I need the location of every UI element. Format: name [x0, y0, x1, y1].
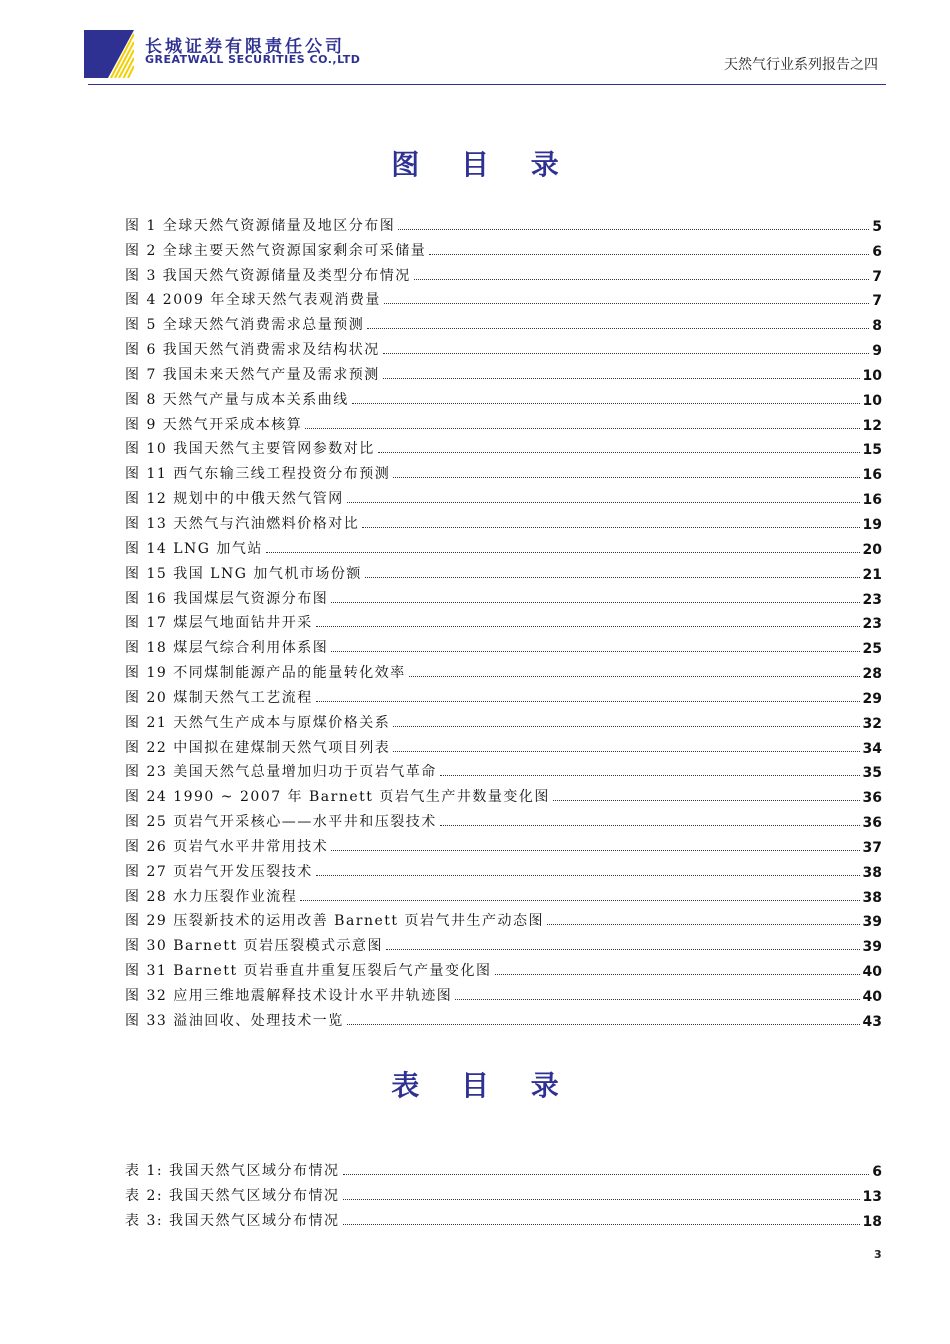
dot-leader: [383, 353, 869, 354]
figure-toc-entry[interactable]: [125, 632, 882, 657]
figure-toc-entry-page-number: 10: [862, 392, 882, 409]
table-toc-entry-label: 表 3: 我国天然气区域分布情况: [125, 1212, 340, 1229]
figure-toc-entry-page-number: 40: [862, 964, 882, 981]
figure-toc-entry[interactable]: [125, 1005, 882, 1030]
figure-toc-entry[interactable]: [125, 558, 882, 583]
dot-leader: [393, 751, 859, 752]
dot-leader: [429, 254, 869, 255]
figure-toc-entry-page-number: 39: [862, 914, 882, 931]
table-toc-entry-label: 表 1: 我国天然气区域分布情况: [125, 1162, 340, 1179]
figure-toc-entry-page-number: 36: [862, 815, 882, 832]
figure-toc-entry-page-number: 39: [862, 939, 882, 956]
figure-toc-entry-page-number: 7: [872, 293, 882, 310]
dot-leader: [384, 303, 869, 304]
dot-leader: [547, 924, 860, 925]
figure-toc-entry-label: 图 2 全球主要天然气资源国家剩余可采储量: [125, 242, 427, 259]
figure-toc-entry[interactable]: [125, 384, 882, 409]
dot-leader: [300, 900, 859, 901]
dot-leader: [343, 1199, 860, 1200]
table-toc-entry[interactable]: [125, 1155, 882, 1180]
table-index-list: [125, 1155, 882, 1230]
figure-toc-entry-label: 图 31 Barnett 页岩垂直井重复压裂后气产量变化图: [125, 963, 492, 980]
figure-toc-entry-page-number: 38: [862, 889, 882, 906]
figure-toc-entry-label: 图 10 我国天然气主要管网参数对比: [125, 441, 375, 458]
figure-toc-entry-label: 图 27 页岩气开发压裂技术: [125, 863, 313, 880]
figure-toc-entry[interactable]: [125, 657, 882, 682]
figure-toc-entry[interactable]: [125, 955, 882, 980]
figure-toc-entry-label: 图 6 我国天然气消费需求及结构状况: [125, 342, 380, 359]
figure-toc-entry-page-number: 40: [862, 989, 882, 1005]
figure-toc-entry[interactable]: [125, 309, 882, 334]
figure-toc-entry-label: 图 8 天然气产量与成本关系曲线: [125, 391, 349, 408]
figure-toc-entry-page-number: 16: [862, 492, 882, 509]
dot-leader: [378, 452, 860, 453]
figure-index-list: [125, 210, 882, 1030]
figure-toc-entry-page-number: 8: [872, 318, 882, 335]
table-toc-entry-page-number: 13: [862, 1188, 882, 1205]
dot-leader: [305, 428, 859, 429]
dot-leader: [316, 701, 860, 702]
figure-toc-entry-page-number: 29: [862, 690, 882, 707]
figure-toc-entry-label: 图 29 压裂新技术的运用改善 Barnett 页岩气井生产动态图: [125, 913, 544, 930]
figure-toc-entry[interactable]: [125, 707, 882, 732]
dot-leader: [440, 775, 860, 776]
dot-leader: [331, 602, 859, 603]
figure-toc-entry-page-number: 16: [862, 467, 882, 484]
figure-toc-entry[interactable]: [125, 285, 882, 310]
figure-toc-entry-label: 图 14 LNG 加气站: [125, 540, 263, 557]
figure-toc-entry[interactable]: [125, 434, 882, 459]
figure-toc-entry-label: 图 13 天然气与汽油燃料价格对比: [125, 515, 360, 532]
figure-toc-entry-label: 图 19 不同煤制能源产品的能量转化效率: [125, 665, 406, 682]
dot-leader: [266, 552, 860, 553]
figure-toc-entry-page-number: 9: [872, 343, 882, 360]
dot-leader: [414, 279, 869, 280]
figure-toc-entry[interactable]: [125, 881, 882, 906]
figure-toc-entry[interactable]: [125, 781, 882, 806]
figure-toc-entry-page-number: 37: [862, 839, 882, 856]
dot-leader: [495, 974, 860, 975]
dot-leader: [393, 477, 859, 478]
figure-toc-entry-page-number: 10: [862, 367, 882, 384]
figure-toc-entry[interactable]: [125, 260, 882, 285]
figure-toc-entry-label: 图 26 页岩气水平井常用技术: [125, 838, 329, 855]
figure-toc-entry-page-number: 15: [862, 442, 882, 459]
figure-toc-entry[interactable]: [125, 235, 882, 260]
figure-toc-entry[interactable]: [125, 757, 882, 782]
figure-toc-entry-page-number: 36: [862, 790, 882, 807]
page-number: 3: [874, 1248, 882, 1261]
dot-leader: [343, 1174, 870, 1175]
dot-leader: [331, 850, 859, 851]
dot-leader: [316, 875, 860, 876]
figure-toc-entry[interactable]: [125, 210, 882, 235]
figure-toc-entry-label: 图 11 西气东输三线工程投资分布预测: [125, 466, 391, 483]
figure-toc-entry[interactable]: [125, 508, 882, 533]
figure-toc-entry[interactable]: [125, 980, 882, 1005]
figure-toc-entry-label: 图 22 中国拟在建煤制天然气项目列表: [125, 739, 391, 756]
dot-leader: [352, 403, 860, 404]
figure-toc-entry[interactable]: [125, 608, 882, 633]
dot-leader: [347, 502, 860, 503]
dot-leader: [316, 626, 860, 627]
figure-toc-entry-label: 图 17 煤层气地面钻井开采: [125, 615, 313, 632]
figure-toc-entry-page-number: 34: [862, 740, 882, 757]
figure-toc-entry[interactable]: [125, 458, 882, 483]
figure-toc-entry[interactable]: [125, 409, 882, 434]
figure-toc-entry-label: 图 20 煤制天然气工艺流程: [125, 689, 313, 706]
figure-toc-entry-label: 图 7 我国未来天然气产量及需求预测: [125, 366, 380, 383]
figure-toc-entry-label: 图 18 煤层气综合利用体系图: [125, 640, 329, 657]
figure-toc-entry-label: 图 16 我国煤层气资源分布图: [125, 590, 329, 607]
figure-toc-entry-page-number: 12: [862, 417, 882, 434]
dot-leader: [440, 825, 860, 826]
figure-toc-entry-page-number: 7: [872, 268, 882, 285]
figure-toc-entry-label: 图 32 应用三维地震解释技术设计水平井轨迹图: [125, 988, 453, 1004]
figure-toc-entry[interactable]: [125, 856, 882, 881]
figure-toc-entry[interactable]: [125, 806, 882, 831]
figure-toc-entry-label: 图 12 规划中的中俄天然气管网: [125, 491, 344, 508]
figure-index-title: 图 目 录: [391, 148, 575, 181]
table-toc-entry[interactable]: [125, 1205, 882, 1230]
figure-toc-entry-page-number: 23: [862, 591, 882, 608]
figure-toc-entry-page-number: 23: [862, 616, 882, 633]
figure-toc-entry-page-number: 19: [862, 516, 882, 533]
figure-toc-entry[interactable]: [125, 483, 882, 508]
figure-toc-entry-page-number: 32: [862, 715, 882, 732]
company-name-cn: 长城证券有限责任公司: [145, 37, 345, 57]
figure-toc-entry-page-number: 20: [862, 541, 882, 558]
figure-toc-entry[interactable]: [125, 831, 882, 856]
figure-toc-entry-page-number: 21: [862, 566, 882, 583]
figure-toc-entry-label: 图 25 页岩气开采核心——水平井和压裂技术: [125, 814, 437, 831]
figure-toc-entry-label: 图 21 天然气生产成本与原煤价格关系: [125, 714, 391, 731]
figure-toc-entry-label: 图 24 1990 ~ 2007 年 Barnett 页岩气生产井数量变化图: [125, 789, 550, 806]
figure-toc-entry-label: 图 3 我国天然气资源储量及类型分布情况: [125, 267, 411, 284]
figure-toc-entry[interactable]: [125, 906, 882, 931]
table-toc-entry[interactable]: [125, 1180, 882, 1205]
figure-toc-entry-label: 图 15 我国 LNG 加气机市场份额: [125, 565, 362, 582]
dot-leader: [365, 577, 860, 578]
figure-toc-entry[interactable]: [125, 583, 882, 608]
figure-toc-entry-label: 图 33 溢油回收、处理技术一览: [125, 1012, 344, 1029]
figure-toc-entry-page-number: 35: [862, 765, 882, 782]
greatwall-logo-icon: [84, 30, 134, 78]
page-header: [0, 0, 950, 92]
dot-leader: [393, 726, 859, 727]
figure-toc-entry-page-number: 43: [862, 1013, 882, 1030]
table-toc-entry-page-number: 18: [862, 1213, 882, 1230]
figure-toc-entry[interactable]: [125, 682, 882, 707]
report-series-title: 天然气行业系列报告之四: [724, 57, 878, 73]
figure-toc-entry-page-number: 38: [862, 864, 882, 881]
figure-toc-entry-page-number: 25: [862, 641, 882, 658]
figure-toc-entry-page-number: 28: [862, 666, 882, 683]
dot-leader: [455, 999, 859, 1000]
figure-toc-entry-label: 图 4 2009 年全球天然气表观消费量: [125, 292, 381, 309]
dot-leader: [386, 949, 859, 950]
company-name-en: GREATWALL SECURITIES CO.,LTD: [145, 53, 361, 66]
dot-leader: [331, 651, 859, 652]
figure-toc-entry[interactable]: [125, 359, 882, 384]
figure-toc-entry-label: 图 30 Barnett 页岩压裂模式示意图: [125, 938, 384, 955]
dot-leader: [362, 527, 859, 528]
header-divider: [88, 84, 886, 85]
dot-leader: [398, 229, 869, 230]
dot-leader: [343, 1224, 860, 1225]
dot-leader: [347, 1024, 860, 1025]
table-toc-entry-label: 表 2: 我国天然气区域分布情况: [125, 1187, 340, 1204]
figure-toc-entry[interactable]: [125, 732, 882, 757]
figure-toc-entry-page-number: 6: [872, 243, 882, 260]
figure-toc-entry-label: 图 5 全球天然气消费需求总量预测: [125, 317, 365, 334]
dot-leader: [383, 378, 860, 379]
figure-toc-entry-page-number: 5: [872, 218, 882, 235]
table-toc-entry-page-number: 6: [872, 1163, 882, 1180]
dot-leader: [409, 676, 860, 677]
dot-leader: [367, 328, 869, 329]
figure-toc-entry[interactable]: [125, 533, 882, 558]
figure-toc-entry[interactable]: [125, 334, 882, 359]
figure-toc-entry-label: 图 23 美国天然气总量增加归功于页岩气革命: [125, 764, 437, 781]
figure-toc-entry-label: 图 1 全球天然气资源储量及地区分布图: [125, 217, 396, 234]
dot-leader: [553, 800, 860, 801]
table-index-title: 表 目 录: [391, 1069, 575, 1102]
figure-toc-entry[interactable]: [125, 930, 882, 955]
figure-toc-entry-label: 图 9 天然气开采成本核算: [125, 416, 303, 433]
figure-toc-entry-label: 图 28 水力压裂作业流程: [125, 888, 298, 905]
